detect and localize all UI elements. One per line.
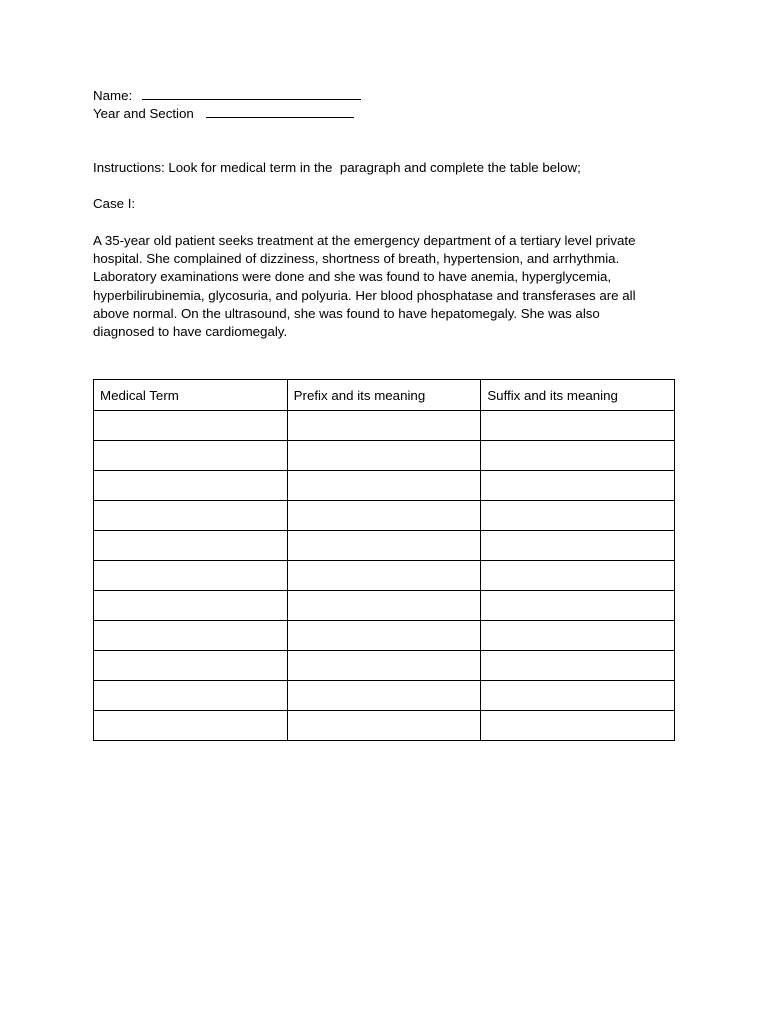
table-header-row	[94, 380, 675, 411]
name-label: Name:	[93, 88, 133, 103]
table-row	[94, 591, 675, 621]
case-paragraph	[93, 232, 693, 341]
medical-term-cell[interactable]	[94, 591, 288, 621]
prefix-cell[interactable]	[287, 681, 481, 711]
paragraph-line: Laboratory examinations were done and she was found to have anemia, hyperglycemia,	[93, 269, 612, 285]
table-row	[94, 441, 675, 471]
prefix-cell[interactable]	[287, 591, 481, 621]
prefix-cell[interactable]	[287, 471, 481, 501]
table-row	[94, 471, 675, 501]
medical-term-cell[interactable]	[94, 651, 288, 681]
suffix-cell[interactable]	[481, 561, 675, 591]
year-section-blank[interactable]	[206, 104, 354, 118]
year-section-line	[93, 104, 354, 123]
suffix-cell[interactable]	[481, 501, 675, 531]
table-row	[94, 621, 675, 651]
medical-term-cell[interactable]	[94, 441, 288, 471]
medical-term-cell[interactable]	[94, 711, 288, 741]
table-row	[94, 651, 675, 681]
header-medical-term: Medical Term	[94, 380, 288, 411]
medical-term-cell[interactable]	[94, 531, 288, 561]
suffix-cell[interactable]	[481, 621, 675, 651]
prefix-cell[interactable]	[287, 441, 481, 471]
table-row	[94, 411, 675, 441]
medical-term-cell[interactable]	[94, 621, 288, 651]
paragraph-line: A 35-year old patient seeks treatment at the emergency department of a tertiary level private	[93, 233, 636, 248]
year-section-label: Year and Section	[93, 106, 194, 121]
case-title: Case I:	[93, 196, 136, 211]
table-row	[94, 681, 675, 711]
header-suffix: Suffix and its meaning	[481, 380, 675, 411]
paragraph-line: above normal. On the ultrasound, she was found to have hepatomegaly. She was also	[93, 305, 600, 321]
suffix-cell[interactable]	[481, 711, 675, 741]
medical-terms-table	[93, 379, 675, 741]
prefix-cell[interactable]	[287, 651, 481, 681]
prefix-cell[interactable]	[287, 411, 481, 441]
paragraph-line: diagnosed to have cardiomegaly.	[93, 324, 288, 340]
suffix-cell[interactable]	[481, 471, 675, 501]
table-row	[94, 501, 675, 531]
paragraph-line: hyperbilirubinemia, glycosuria, and polyuria. Her blood phosphatase and transferases are all	[93, 287, 636, 303]
name-blank[interactable]	[142, 86, 361, 100]
table-row	[94, 531, 675, 561]
paragraph-line: hospital. She complained of dizziness, shortness of breath, hypertension, and arrhythmia.	[93, 251, 620, 267]
table-row	[94, 561, 675, 591]
medical-term-cell[interactable]	[94, 411, 288, 441]
suffix-cell[interactable]	[481, 651, 675, 681]
suffix-cell[interactable]	[481, 441, 675, 471]
header-prefix: Prefix and its meaning	[287, 380, 481, 411]
prefix-cell[interactable]	[287, 711, 481, 741]
medical-term-cell[interactable]	[94, 471, 288, 501]
suffix-cell[interactable]	[481, 681, 675, 711]
table-body	[94, 411, 675, 741]
prefix-cell[interactable]	[287, 501, 481, 531]
suffix-cell[interactable]	[481, 591, 675, 621]
name-line	[93, 86, 361, 105]
suffix-cell[interactable]	[481, 411, 675, 441]
prefix-cell[interactable]	[287, 621, 481, 651]
medical-term-cell[interactable]	[94, 681, 288, 711]
suffix-cell[interactable]	[481, 531, 675, 561]
medical-term-cell[interactable]	[94, 561, 288, 591]
medical-term-cell[interactable]	[94, 501, 288, 531]
prefix-cell[interactable]	[287, 561, 481, 591]
instructions-text: Instructions: Look for medical term in the paragraph and complete the table below;	[93, 160, 581, 175]
prefix-cell[interactable]	[287, 531, 481, 561]
table-row	[94, 711, 675, 741]
